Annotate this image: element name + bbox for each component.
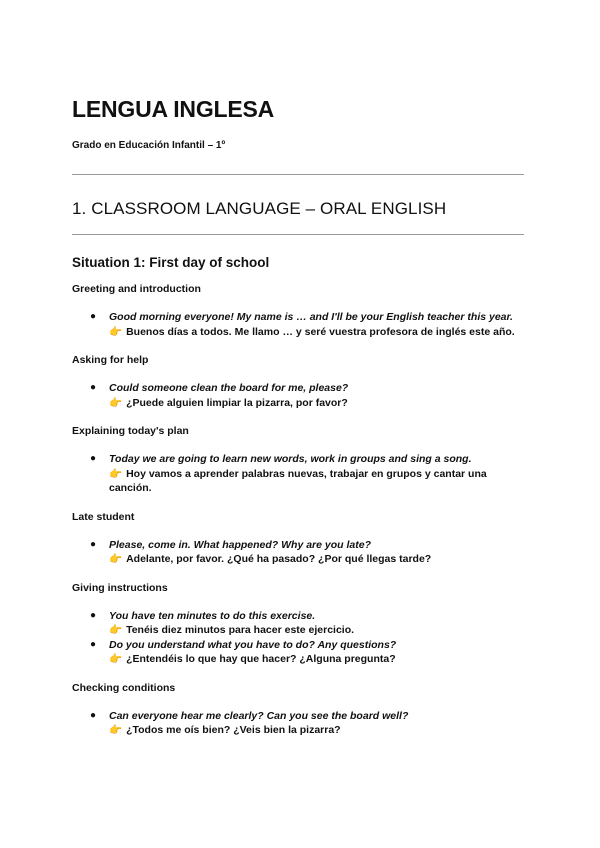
spanish-translation: Hoy vamos a aprender palabras nuevas, trabajar en grupos y cantar una canción. xyxy=(109,467,487,494)
english-phrase: Can everyone hear me clearly? Can you see the board well? xyxy=(109,709,409,722)
spanish-translation: ¿Puede alguien limpiar la pizarra, por favor? xyxy=(126,396,348,409)
spanish-translation: ¿Todos me oís bien? ¿Veis bien la pizarra? xyxy=(126,724,341,736)
spanish-translation-line xyxy=(109,652,524,667)
phrase-list xyxy=(72,381,524,410)
phrase-item xyxy=(72,709,524,738)
phrase-list xyxy=(72,609,524,667)
divider-top xyxy=(72,174,524,175)
block-heading: Giving instructions xyxy=(72,581,168,594)
english-phrase: Please, come in. What happened? Why are you late? xyxy=(109,538,371,551)
block-heading: Explaining today's plan xyxy=(72,425,189,437)
section-heading: 1. CLASSROOM LANGUAGE – ORAL ENGLISH xyxy=(72,199,447,218)
document-subtitle: Grado en Educación Infantil – 1º xyxy=(72,140,226,151)
bullet-icon: ● xyxy=(90,382,97,393)
block-heading: Greeting and introduction xyxy=(72,283,201,295)
english-phrase: Today we are going to learn new words, work in groups and sing a song. xyxy=(109,453,472,465)
spanish-translation-line xyxy=(109,623,524,638)
spanish-translation-line xyxy=(109,552,524,567)
phrase-list xyxy=(72,310,524,339)
block-heading: Checking conditions xyxy=(72,681,176,694)
situation-heading: Situation 1: First day of school xyxy=(72,255,270,270)
spanish-translation: ¿Entendéis lo que hay que hacer? ¿Alguna pregunta? xyxy=(126,653,396,665)
block-heading: Late student xyxy=(72,510,135,523)
bullet-icon: ● xyxy=(90,538,97,550)
spanish-translation-line xyxy=(109,396,524,411)
pointing-hand-icon: 👉 xyxy=(109,396,123,409)
spanish-translation: Tenéis diez minutos para hacer este ejercicio. xyxy=(126,624,355,636)
bullet-icon: ● xyxy=(90,709,97,721)
spanish-translation: Buenos días a todos. Me llamo … y seré vuestra profesora de inglés este año. xyxy=(126,325,515,338)
phrase-item xyxy=(72,452,524,496)
spanish-translation-line xyxy=(109,467,524,496)
spanish-translation-line xyxy=(109,723,524,738)
english-phrase: Could someone clean the board for me, please? xyxy=(109,382,349,394)
bullet-icon: ● xyxy=(90,453,97,464)
phrase-list xyxy=(72,538,524,567)
phrase-list xyxy=(72,709,524,738)
phrase-blocks xyxy=(72,283,524,753)
bullet-icon: ● xyxy=(90,609,97,621)
pointing-hand-icon: 👉 xyxy=(109,724,123,736)
phrase-item xyxy=(72,609,524,638)
pointing-hand-icon: 👉 xyxy=(109,553,123,565)
phrase-item xyxy=(72,638,524,667)
document-title: LENGUA INGLESA xyxy=(72,96,275,122)
pointing-hand-icon: 👉 xyxy=(109,467,123,480)
phrase-item xyxy=(72,381,524,410)
phrase-item xyxy=(72,310,524,339)
phrase-list xyxy=(72,452,524,496)
pointing-hand-icon: 👉 xyxy=(109,325,123,338)
divider-section xyxy=(72,234,524,235)
bullet-icon: ● xyxy=(90,638,97,650)
spanish-translation-line xyxy=(109,325,524,340)
pointing-hand-icon: 👉 xyxy=(109,624,123,636)
english-phrase: You have ten minutes to do this exercise. xyxy=(109,609,316,622)
block-heading: Asking for help xyxy=(72,354,149,366)
english-phrase: Good morning everyone! My name is … and I'll be your English teacher this year. xyxy=(109,311,513,323)
english-phrase: Do you understand what you have to do? Any questions? xyxy=(109,638,397,651)
bullet-icon: ● xyxy=(90,311,97,322)
spanish-translation: Adelante, por favor. ¿Qué ha pasado? ¿Por qué llegas tarde? xyxy=(126,553,432,565)
phrase-item xyxy=(72,538,524,567)
pointing-hand-icon: 👉 xyxy=(109,653,123,665)
